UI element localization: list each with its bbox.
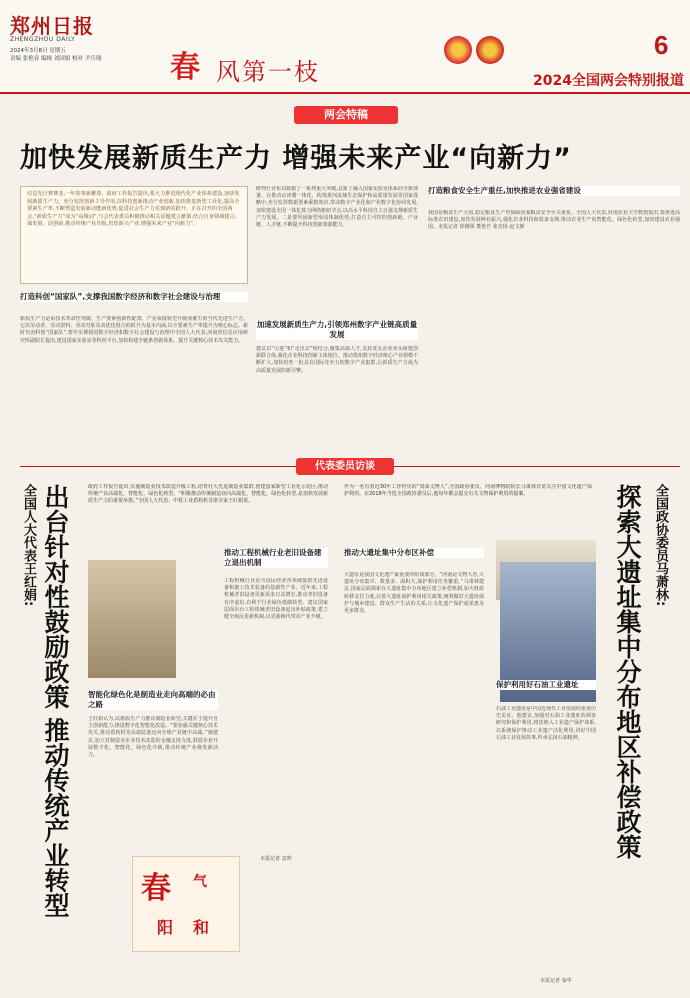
feature-headline: 加快发展新质生产力 增强未来产业“向新力” — [20, 143, 572, 174]
feature-body-1: 新质生产力是由技术革命性突破、生产要素创新性配置、产业深度转型升级而催生的当代先进生产力。它以劳动者、劳动资料、劳动对象及其优化组合的跃升为基本内涵,以全要素生产率提升为核心标志。新时代治科创“国家队”,要牢实撑我国数字经济和数字社会建设与治理中全国人大代表,河南省信息应用研究所副院长提出,建设国家实验室等科创平台,加快构建全链条创新体系。提升关键核心技术攻关能力。 — [20, 316, 248, 344]
column-title: 风第一枝 — [216, 58, 320, 86]
right-body-1: 大遗址是我国文化遗产最重要的组成部分。“河南是文物大省,大遗址分布集中、数量多、面积大,保护利用任务繁重。”马萧林建议,国家层面探索在大遗址集中分布地区建立补偿机制,加大财政转移支付力度,完善大遗址保护利用相关政策,统筹做好大遗址保护与城乡建设、群众生产生活的关系,让文化遗产保护成果惠及更多群众。 — [344, 572, 484, 615]
right-body-2: 石油工业遗址是中国近现代工业发展的重要历史见证。他建议,加强对石油工业遗址的调查研究和保护利用,将其纳入工业遗产保护体系,以系统保护推动工业遗产活化利用,讲好中国石油工业发展故事,传承弘扬石油精神。 — [496, 706, 596, 741]
national-emblem-icon — [444, 36, 472, 64]
left-person-label: 全国人大代表王红娟: — [21, 484, 36, 607]
wang-hongjuan-photo — [88, 560, 176, 678]
right-person-label: 全国政协委员马萧林: — [653, 484, 668, 607]
feature-body-4: 我国是粮食生产大国,稳定粮食生产对保障国家粮食安全至关重要。全国人大代表,河南农业大学教授提出,要推进高标准农田建设,加快发展种业振兴,强化农业科技和装备支撑,推动农业生产向智能化、绿色化转型,加快建设农业强国。本报记者 徐刚领 董艳竹 张竞扬 赵文静 — [428, 210, 680, 231]
column-title-spring: 春 — [170, 50, 200, 85]
interview-section-tag: 代表委员访谈 — [296, 458, 394, 475]
masthead-info — [10, 47, 150, 63]
feature-lead-text: 信息先行赛赛龙,一年春事新繁春。政府工作报告提出,要大力推进现代化产业体系建设,加快发展新质生产力。充分发挥创新主导作用,以科技创新推动产业创新,加快推进新型工业化,提高全要素生产率,不断塑造发展新动能新优势,促进社会生产力实现新的跃升。正在召开的全国两会,“新质生产力”成为“高频词”,与会代表委员积极推动相关话题建言献策,结合自身领域建言,谋发展、话创新,推动传统产业升级,培育新兴产业,增强未来产业“向新力”。 — [27, 191, 240, 228]
special-report-label: 2024全国两会特别报道 — [533, 73, 684, 89]
spring-char-1: 春 — [141, 871, 171, 906]
editor-credits: 责编 张艳春 编辑 刘国娟 校对 尹兵翔 — [10, 56, 102, 62]
issue-date: 2024年3月8日 星期五 — [10, 48, 66, 54]
left-subhead-2: 智能化绿色化是制造业走向高端的必由之路 — [88, 690, 218, 710]
left-interview-title: 出台针对性鼓励政策 推动传统产业转型 — [41, 484, 70, 918]
feature-body-3: 建议以“引进”和“走出去”相结合,聚集高端人才,支持龙头企业牵头组建创新联合体,强化企业科技创新主体地位。推动郑州数字经济核心产业规模不断扩大,加快培育一批具有国际竞争力的数字产业集群,让新质生产力成为高质量发展的新引擎。 — [256, 346, 418, 374]
left-body-1: 工程机械行业是为国民经济各领域提供先进设备和施工技术装备的基础性产业。近年来,工程机械老旧设备更新需求日益增长,推动老旧设备有序退出,有利于行业绿色低碳转型。建议国家层面出台工程机械老旧设备退出补贴政策,建立健全淘汰更新机制,以更新换代带动产业升级。 — [224, 578, 328, 621]
spring-char-4: 和 — [193, 918, 210, 937]
spring-char-2: 气 — [193, 874, 207, 890]
right-byline: 本报记者 秦华 — [540, 978, 572, 984]
left-subhead-1: 推动工程机械行业老旧设备建立退出机制 — [224, 548, 328, 568]
right-subhead-2: 保护利用好石油工业遗址 — [496, 680, 596, 690]
right-subhead-1: 推动大遗址集中分布区补偿 — [344, 548, 484, 558]
page-number: 6 — [654, 30, 669, 60]
feature-body-2: 研判行业布局数据了一系列重大突破,具象了融入国家实验室体系的全新部署。在推动京津冀一体化、构筑黄河流域生态保护和高质量发展等国家战略中,充分发挥数据要素乘数效应,带动数字产业化和产业数字化协同发展,加快建设全国一体化算力网络枢纽节点,以高水平科技自立自强支撑新质生产力发展。二是要巩固新型举国体制优势,打造自主可控的创新链、产业链、人才链,不断提升科技创新策源能力。 — [256, 186, 418, 229]
feature-subhead-3: 打造粮食安全生产重任,加快推进农业强省建设 — [428, 186, 680, 196]
cppcc-emblem-icon — [476, 36, 504, 64]
left-body-2: 王红娟认为,以新质生产力推动制造业转型,关键在于提升自主创新能力,推进数字化智能化改造。“要加强关键核心技术攻关,推动盾构机等高端装备迈向全球产业链中高端。”她建议,加大对制造业企业技术改造的金融支持力度,鼓励企业开展数字化、智能化、绿色化升级,推动传统产业焕发新活力。 — [88, 716, 218, 759]
feature-subhead-2: 加速发展新质生产力,引领郑州数字产业链高质量发展 — [256, 320, 418, 339]
feature-subhead-1: 打造科创“国家队”,支撑我国数字经济和数字社会建设与治理 — [20, 292, 248, 302]
newspaper-brand: 郑州日报 — [10, 14, 94, 38]
right-lead: 作为一名有着近30年工作经历的“资深文博人”,全国政协委员、河南博物院院长马萧林非常关注中国文化遗产保护利用。在2018年当选全国政协委员后,他每年都会提交有关文物保护利用的提案。 — [344, 484, 592, 498]
right-interview-title: 探索大遗址集中分布地区补偿政策 — [613, 484, 642, 859]
left-lead: 政府工作报告提出,实施制造业技术改造升级工程,培育壮大先进制造业集群,创建国家新型工业化示范区,推动传统产业高端化、智能化、绿色化转型。“积极推动传统制造业向高端化、智能化、绿色化转型,是加快发展新质生产力的重要举措。”全国人大代表、中铁工业盾构机首席专家王红娟说。 — [88, 484, 328, 505]
left-byline: 本报记者 袁帅 — [260, 856, 292, 862]
feature-lead-box — [20, 186, 248, 284]
section-tag: 两会特稿 — [294, 106, 398, 124]
newspaper-brand-en: ZHENGZHOU DAILY — [10, 36, 76, 43]
spring-char-3: 阳 — [157, 918, 174, 937]
spring-decoration — [132, 856, 240, 952]
header-divider — [0, 92, 690, 94]
